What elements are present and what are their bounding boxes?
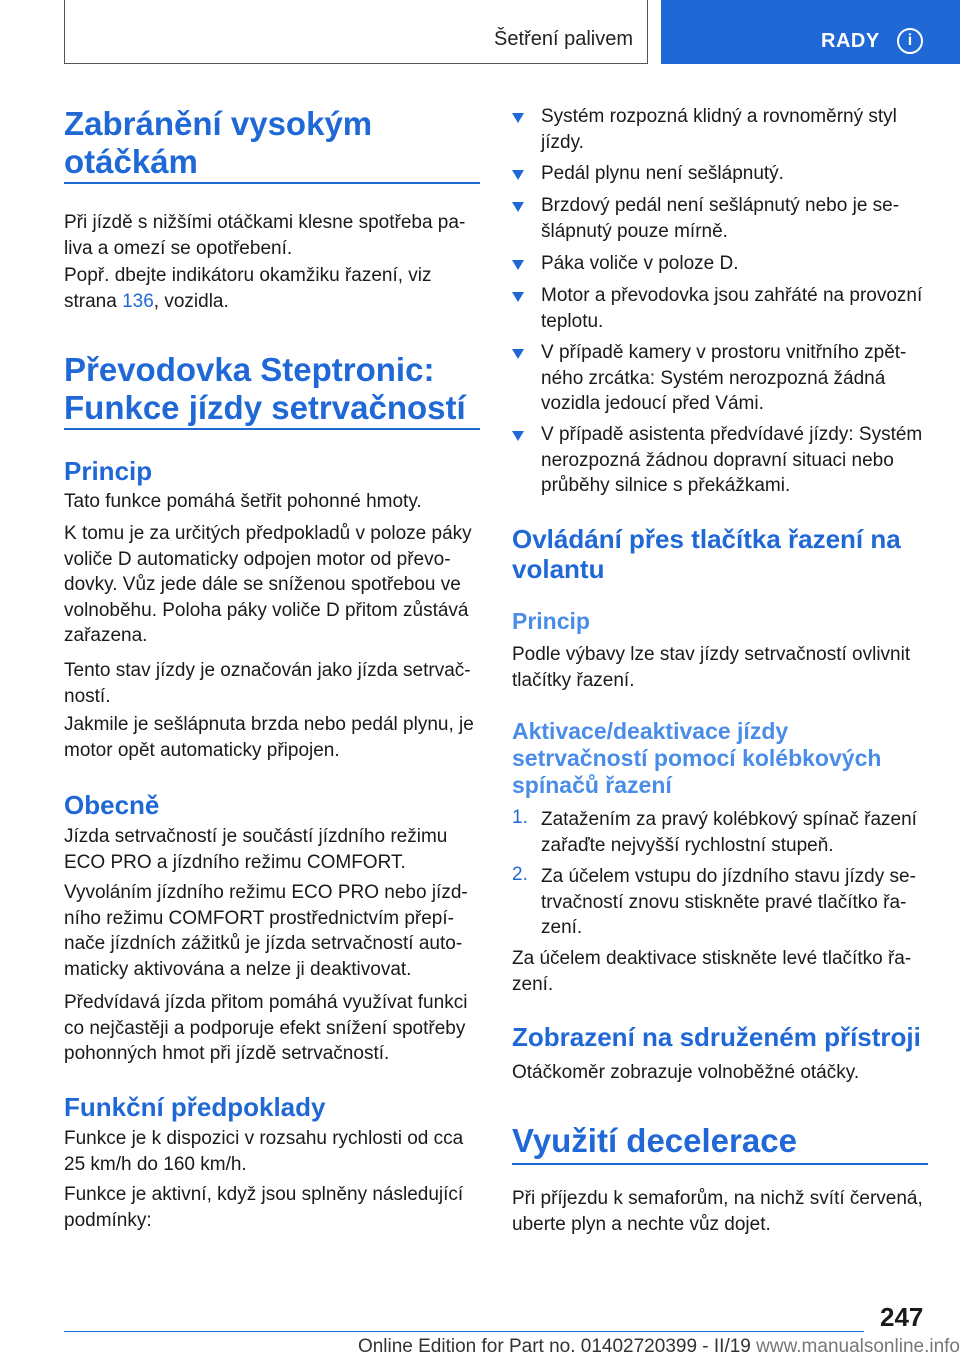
paragraph-low-rev: Při jízdě s nižšími otáčkami klesne spotřeba pa- liva a omezí se opotřebení. (64, 212, 466, 259)
triangle-bullet-icon (512, 113, 524, 123)
footer-rule (64, 1331, 864, 1332)
heading-steptronic: Převodovka Steptronic: Funkce jízdy setrvačností (64, 351, 466, 426)
triangle-bullet-icon (512, 349, 524, 359)
footer-edition: Online Edition for Part no. 01402720399 - II/19 www.manualsonline.info (357, 1336, 960, 1357)
list-item: Páka voliče v poloze D. (512, 251, 932, 277)
heading-princip: Princip (64, 456, 153, 486)
paragraph-shift-indicator: Popř. dbejte indikátoru okamžiku řazení, viz strana 136, vozidla. (64, 265, 432, 312)
princip-paragraph-4: Jakmile je sešlápnuta brzda nebo pedál plynu, je motor opět automaticky připojen. (64, 714, 474, 761)
triangle-bullet-icon (512, 431, 524, 441)
step-number: 2. (512, 864, 528, 885)
triangle-bullet-icon (512, 260, 524, 270)
footer-watermark: www.manualsonline.info (756, 1336, 960, 1357)
heading-obecne: Obecně (64, 790, 160, 820)
heading-rule (64, 182, 480, 184)
heading-aktivace: Aktivace/deaktivace jízdy setrvačností pomocí kolébkových spínačů řazení (512, 718, 882, 798)
obecne-paragraph-1: Jízda setrvačností je součástí jízdního režimu ECO PRO a jízdního režimu COMFORT. (64, 826, 448, 873)
header-section-title: Šetření palivem (494, 28, 633, 50)
obecne-paragraph-2: Vyvoláním jízdního režimu ECO PRO nebo jízd- ního režimu COMFORT prostřednictvím přepí- nače jízdních zážitků je jízda setrvačností auto- maticky aktivována a nelze ji deaktivovat. (64, 882, 468, 980)
step-item: 2. Za účelem vstupu do jízdního stavu jízdy se- trvačností znovu stiskněte pravé tlačítko řa- zení. (512, 864, 916, 938)
heading-decelerace: Využití decelerace (512, 1122, 797, 1159)
predpoklady-paragraph-2: Funkce je aktivní, když jsou splněny následující podmínky: (64, 1184, 464, 1231)
heading-rule (64, 428, 480, 430)
header-chapter-box[interactable] (661, 0, 960, 64)
heading-high-revs: Zabránění vysokým otáčkám (64, 105, 373, 180)
predpoklady-paragraph-1: Funkce je k dispozici v rozsahu rychlosti od cca 25 km/h do 160 km/h. (64, 1128, 464, 1175)
triangle-bullet-icon (512, 170, 524, 180)
heading-ovladani: Ovládání přes tlačítka řazení na volantu (512, 524, 901, 584)
princip-paragraph-1: Tato funkce pomáhá šetřit pohonné hmoty. (64, 491, 422, 512)
princip2-paragraph: Podle výbavy lze stav jízdy setrvačností ovlivnit tlačítky řazení. (512, 644, 911, 691)
princip-paragraph-3: Tento stav jízdy je označován jako jízda setrvač- ností. (64, 660, 471, 707)
heading-princip-2: Princip (512, 608, 590, 634)
header-section-box (64, 0, 648, 64)
deactivation-paragraph: Za účelem deaktivace stiskněte levé tlačítko řa- zení. (512, 948, 912, 995)
page-link-136[interactable]: 136 (122, 290, 154, 312)
list-item: Motor a převodovka jsou zahřáté na provozní teplotu. (512, 283, 932, 335)
zobrazeni-paragraph: Otáčkoměr zobrazuje volnoběžné otáčky. (512, 1062, 860, 1083)
header-chapter-title[interactable]: RADY (821, 30, 880, 52)
obecne-paragraph-3: Předvídavá jízda přitom pomáhá využívat funkci co nejčastěji a podporuje efekt snížení spotřeby pohonných hmot při jízdě setrvačností. (64, 992, 468, 1064)
step-item: 1. Zatažením za pravý kolébkový spínač řazení zařaďte nejvyšší rychlostní stupeň. (512, 807, 917, 856)
list-item: Pedál plynu není sešlápnutý. (512, 161, 932, 187)
triangle-bullet-icon (512, 292, 524, 302)
heading-predpoklady: Funkční předpoklady (64, 1092, 326, 1122)
triangle-bullet-icon (512, 202, 524, 212)
info-icon[interactable]: i (897, 28, 923, 54)
list-item: Brzdový pedál není sešlápnutý nebo je se- šlápnutý pouze mírně. (512, 193, 932, 245)
heading-rule (512, 1163, 928, 1165)
page-number: 247 (880, 1302, 924, 1332)
princip-paragraph-2: K tomu je za určitých předpokladů v poloze páky voliče D automaticky odpojen motor od převo- dovky. Vůz jede dále se sníženou spotřebou ve volnoběhu. Poloha páky voliče D přitom zůstává zařazena. (64, 523, 472, 646)
list-item: V případě asistenta předvídavé jízdy: Systém nerozpozná žádnou dopravní situaci nebo průběhy silnice s překážkami. (512, 422, 932, 500)
list-item: V případě kamery v prostoru vnitřního zpět- ného zrcátka: Systém nerozpozná žádná vozidla jedoucí před Vámi. (512, 340, 932, 418)
step-number: 1. (512, 807, 528, 828)
heading-zobrazeni: Zobrazení na sdruženém přístroji (512, 1022, 921, 1052)
decelerace-paragraph: Při příjezdu k semaforům, na nichž svítí červená, uberte plyn a nechte vůz dojet. (512, 1188, 923, 1235)
list-item: Systém rozpozná klidný a rovnoměrný styl jízdy. (512, 104, 932, 156)
